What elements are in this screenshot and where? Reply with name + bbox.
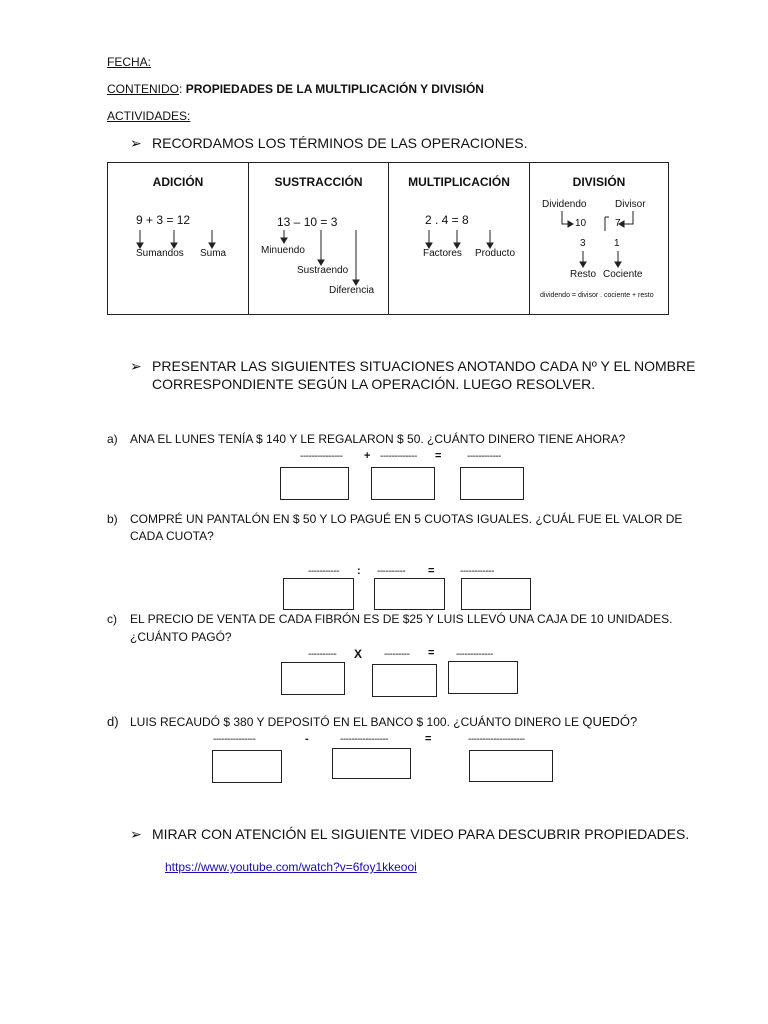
bullet-text-line2: CORRESPONDIENTE SEGÚN LA OPERACIÓN. LUEGO RESOLVER. (152, 376, 596, 392)
sustraendo-label: Sustraendo (297, 265, 349, 276)
answer-box[interactable] (372, 664, 437, 697)
arrow-bullet-icon: ➢ (130, 358, 142, 374)
factores-label: Factores (423, 248, 462, 259)
sumandos-label: Sumandos (136, 248, 184, 259)
operator-minus: - (305, 733, 309, 745)
bullet-text: MIRAR CON ATENCIÓN EL SIGUIENTE VIDEO PARA DESCUBRIR PROPIEDADES. (152, 826, 690, 842)
answer-box[interactable] (461, 578, 531, 610)
resto-label: Resto (570, 269, 597, 280)
dash-line: ------------- (456, 649, 493, 660)
bullet-text-line1: PRESENTAR LAS SIGUIENTES SITUACIONES ANOTANDO CADA Nº Y EL NOMBRE (152, 358, 696, 374)
dash-line: ------------ (467, 451, 501, 462)
activities-label: ACTIVIDADES: (107, 109, 191, 123)
dash-line: ---------- (377, 566, 406, 577)
bullet-presentar (130, 358, 695, 375)
operator-divide: : (357, 565, 361, 577)
problem-c-text-line1: EL PRECIO DE VENTA DE CADA FIBRÓN ES DE $25 Y LUIS LLEVÓ UNA CAJA DE 10 UNIDADES. (130, 612, 673, 626)
problem-b-text-line1: COMPRÉ UN PANTALÓN EN $ 50 Y LO PAGUÉ EN 5 CUOTAS IGUALES. ¿CUÁL FUE EL VALOR DE (130, 512, 683, 526)
minuendo-label: Minuendo (261, 245, 305, 256)
multiplicacion-expression: 2 . 4 = 8 (425, 213, 469, 227)
division-formula: dividendo = divisor . cociente + resto (540, 292, 654, 299)
operator-equals: = (428, 565, 435, 577)
problem-b-text-line2: CADA CUOTA? (130, 529, 214, 543)
problem-a-text: ANA EL LUNES TENÍA $ 140 Y LE REGALARON $ 50. ¿CUÁNTO DINERO TIENE AHORA? (130, 432, 626, 446)
problem-d-letter: d) (107, 714, 119, 729)
content-separator: : (179, 82, 183, 96)
answer-box[interactable] (460, 467, 524, 500)
answer-box[interactable] (280, 467, 349, 500)
adicion-title: ADICIÓN (152, 175, 204, 189)
dash-line: ------------- (380, 451, 417, 462)
problem-d-text (130, 714, 637, 729)
answer-box[interactable] (281, 662, 345, 695)
problem-c-text-line2: ¿CUÁNTO PAGÓ? (130, 630, 232, 644)
division-title: DIVISIÓN (572, 175, 626, 189)
division-arrows (530, 209, 668, 279)
cell-multiplicacion (389, 163, 530, 314)
operator-multiply: X (354, 647, 363, 661)
sustraccion-expression: 13 – 10 = 3 (277, 215, 338, 229)
producto-label: Producto (475, 248, 516, 259)
division-num-1: 1 (614, 238, 620, 249)
dash-line: --------- (384, 649, 410, 660)
dash-line: -------------------- (468, 734, 525, 745)
diferencia-label: Diferencia (329, 285, 375, 296)
answer-box[interactable] (371, 467, 435, 500)
dash-line: ----------- (308, 566, 340, 577)
operator-plus: + (364, 450, 371, 462)
cell-adicion (108, 163, 249, 314)
operator-equals: = (428, 647, 435, 659)
division-num-10: 10 (575, 218, 587, 229)
operator-equals: = (425, 733, 432, 745)
problem-c-letter: c) (107, 612, 117, 626)
answer-box[interactable] (283, 578, 354, 610)
operator-equals: = (435, 450, 442, 462)
cociente-label: Cociente (603, 269, 643, 280)
answer-box[interactable] (212, 750, 282, 783)
sustraccion-arrows (249, 227, 389, 293)
cell-sustraccion (249, 163, 389, 314)
dash-line: ----------------- (340, 734, 389, 745)
divisor-label: Divisor (615, 199, 646, 210)
adicion-expression: 9 + 3 = 12 (136, 213, 191, 227)
arrow-bullet-icon: ➢ (130, 135, 142, 151)
bullet-recordamos (130, 135, 527, 152)
content-value: PROPIEDADES DE LA MULTIPLICACIÓN Y DIVISIÓN (185, 82, 484, 96)
dash-line: --------------- (300, 451, 343, 462)
content-label: CONTENIDO (107, 82, 179, 96)
bullet-text: RECORDAMOS LOS TÉRMINOS DE LAS OPERACIONES. (152, 135, 528, 151)
problem-b-letter: b) (107, 512, 118, 526)
problem-a-letter: a) (107, 432, 118, 446)
dash-line: ------------ (460, 566, 494, 577)
sustraccion-title: SUSTRACCIÓN (274, 175, 363, 189)
dividendo-label: Dividendo (542, 199, 587, 210)
arrow-bullet-icon: ➢ (130, 826, 142, 842)
multiplicacion-title: MULTIPLICACIÓN (408, 175, 510, 189)
bullet-mirar (130, 826, 689, 843)
dash-line: --------------- (213, 734, 256, 745)
answer-box[interactable] (332, 748, 411, 779)
problem-d-text-main: LUIS RECAUDÓ $ 380 Y DEPOSITÓ EN EL BANCO $ 100. ¿CUÁNTO DINERO LE (130, 715, 583, 729)
cell-division (530, 163, 668, 314)
answer-box[interactable] (374, 578, 445, 610)
operation-terms-table (107, 162, 669, 315)
dash-line: ---------- (308, 649, 337, 660)
date-label: FECHA: (107, 55, 152, 69)
answer-box[interactable] (448, 661, 518, 694)
answer-box[interactable] (469, 750, 553, 782)
content-line (107, 82, 484, 96)
division-num-7: 7 (615, 218, 621, 229)
division-num-3: 3 (580, 238, 586, 249)
problem-d-text-end: QUEDÓ? (582, 714, 638, 729)
youtube-video-link[interactable]: https://www.youtube.com/watch?v=6foy1kkeooi (165, 860, 417, 874)
suma-label: Suma (200, 248, 227, 259)
